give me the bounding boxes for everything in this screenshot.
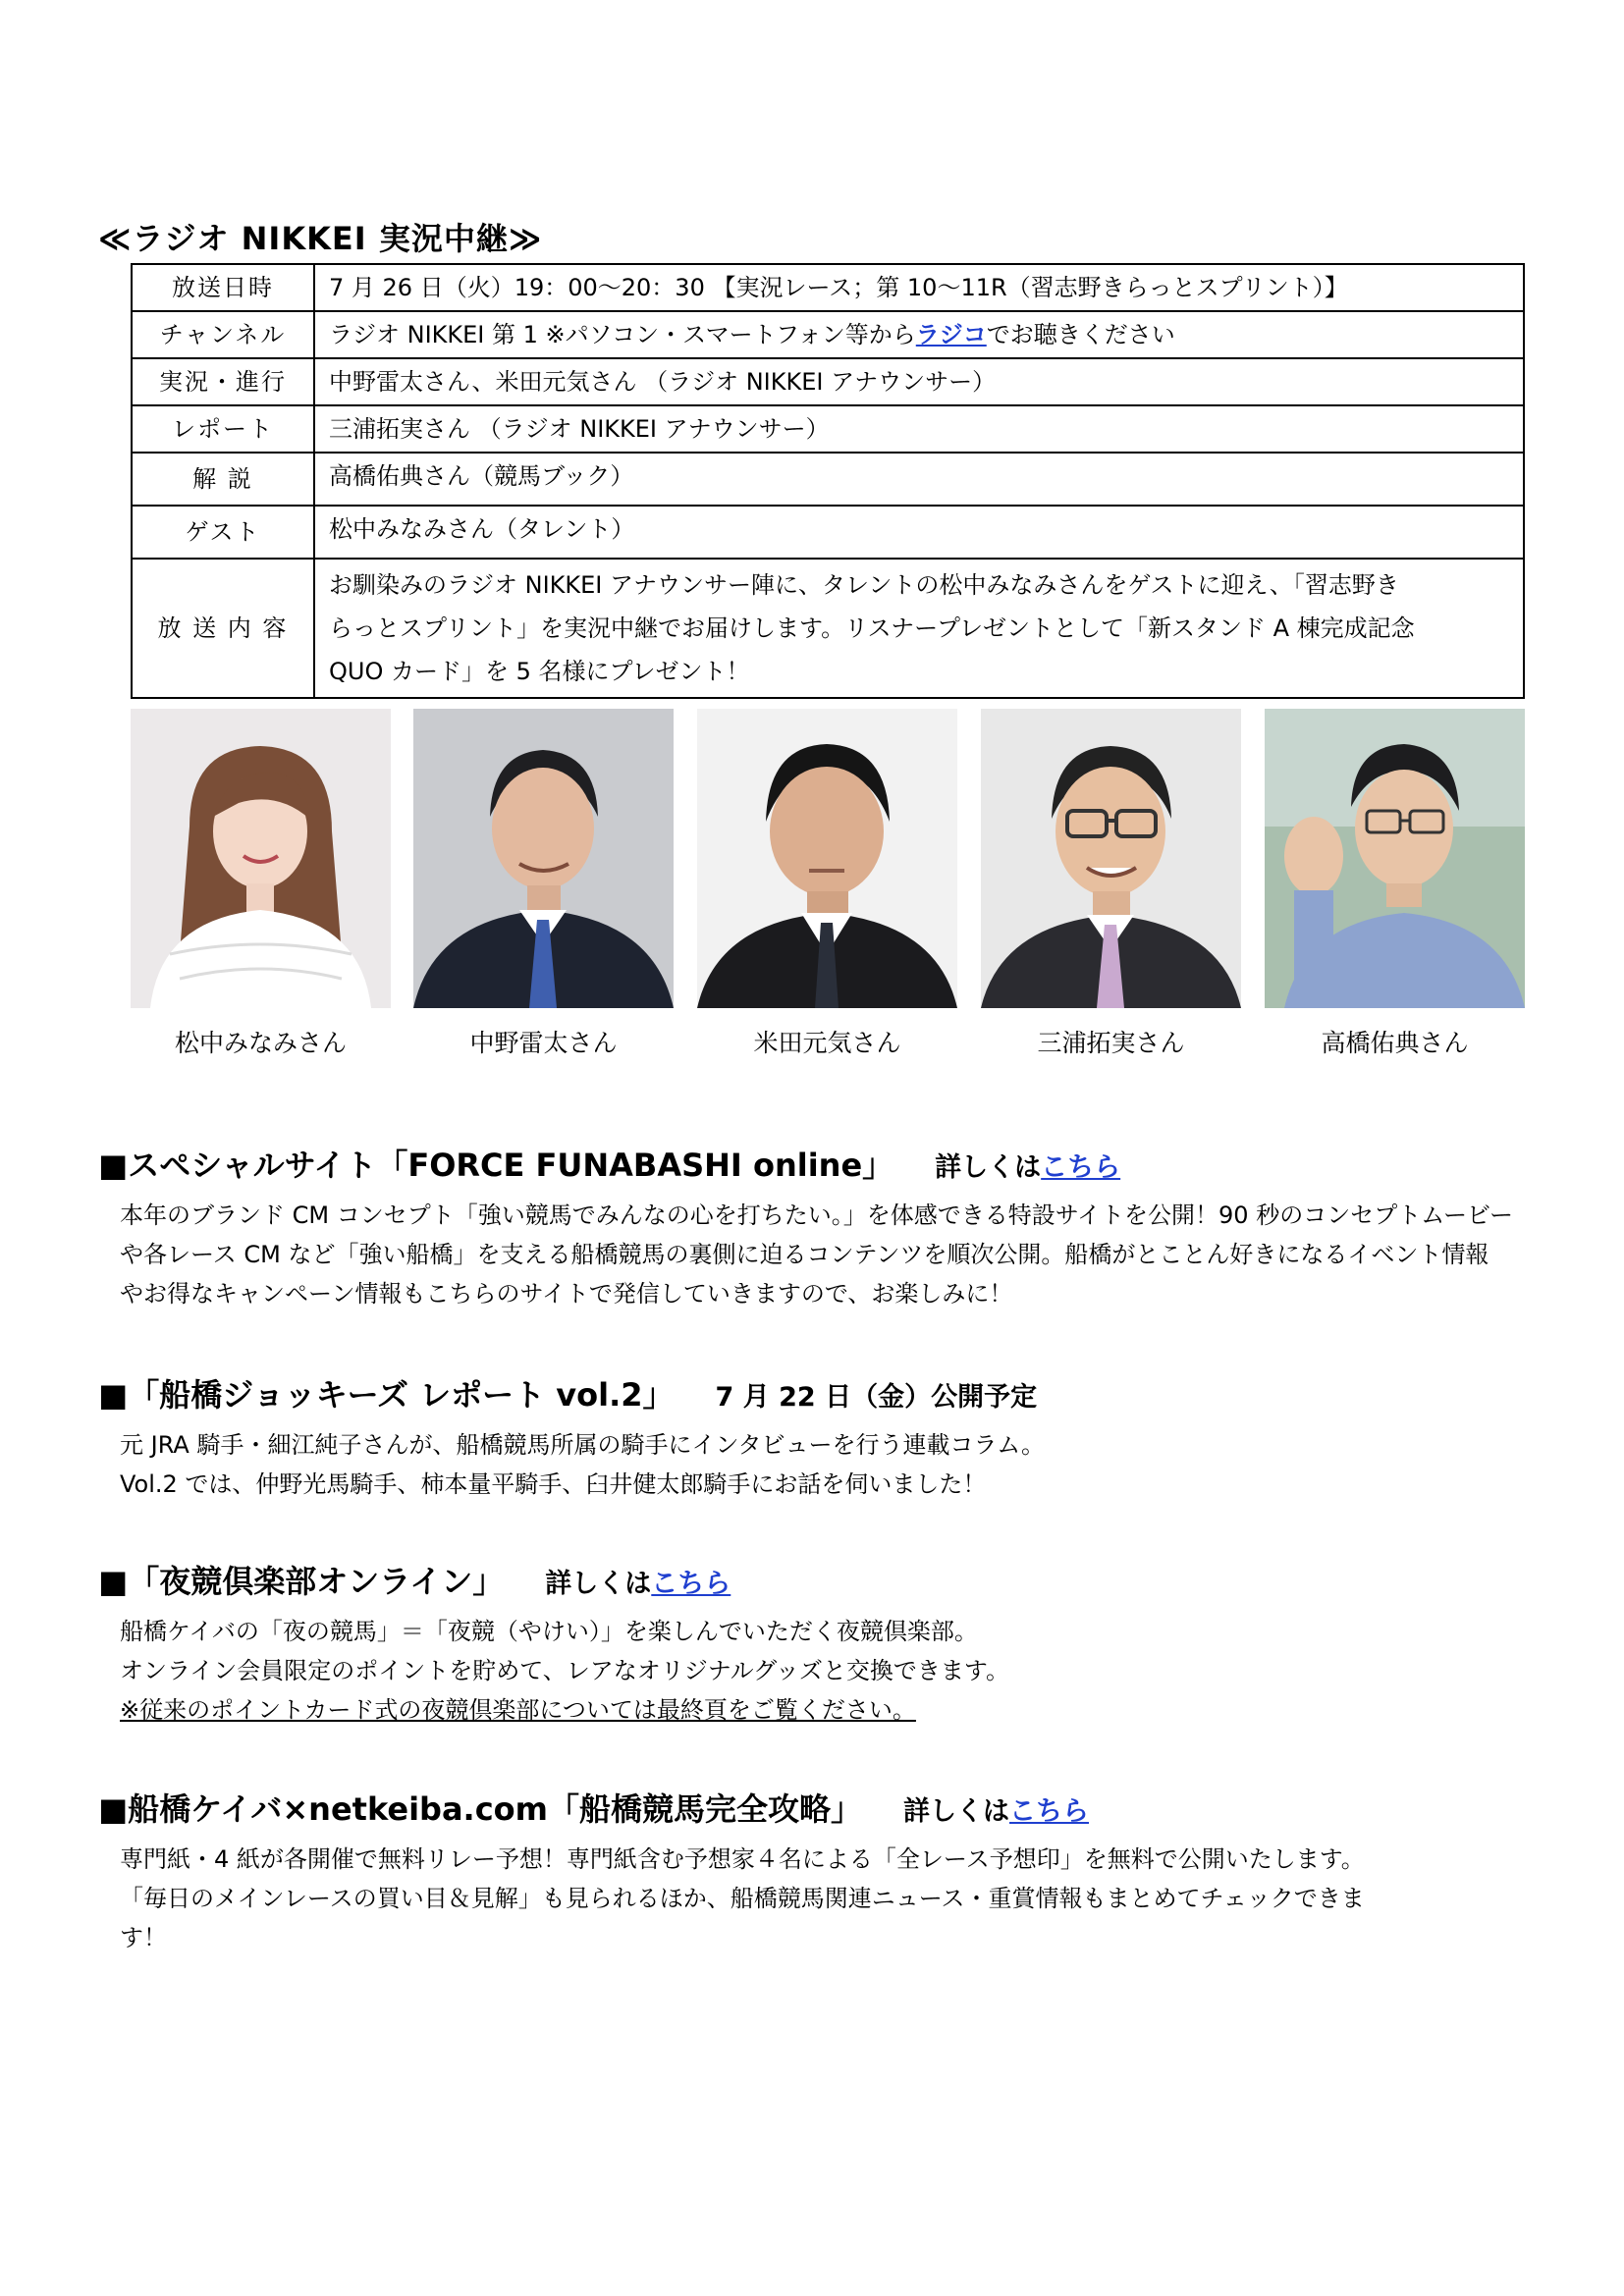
details-label: 詳しくは [935,1152,1042,1183]
broadcast-table [131,263,1525,699]
section-force-funabashi [98,1141,1571,1313]
portrait-photo [981,709,1241,1008]
section-title: ■船橋ケイバ×netkeiba.com「船橋競馬完全攻略」 [98,1790,862,1828]
person-card [413,709,674,1059]
row-value-channel [314,311,1524,358]
person-name: 中野雷太さん [469,1029,618,1057]
section-heading [98,1785,1571,1830]
section-title: ■スペシャルサイト「FORCE FUNABASHI online」 [98,1147,894,1184]
section-body [120,1425,1571,1504]
row-label-channel: チャンネル [132,311,314,358]
table-row [132,559,1524,698]
table-row [132,358,1524,405]
section-sub [903,1796,1089,1827]
row-label-report: レポート [132,405,314,453]
body-line: やお得なキャンペーン情報もこちらのサイトで発信していきますので、お楽しみに！ [120,1280,1013,1308]
person-name: 米田元気さん [753,1029,901,1057]
details-link[interactable]: こちら [1009,1796,1089,1827]
table-row [132,506,1524,559]
photo-row [131,709,1525,1057]
row-value-airtime: 7 月 26 日（火）19：00～20：30 【実況レース；第 10～11R（習志野きらっとスプリント）】 [314,264,1524,311]
details-link[interactable]: こちら [1041,1152,1121,1183]
table-row [132,405,1524,453]
section-jockeys-report [98,1370,1571,1504]
section-heading [98,1557,1571,1602]
section-heading [98,1370,1571,1415]
channel-prefix: ラジオ NIKKEI 第 1 ※パソコン・スマートフォン等から [329,321,916,348]
details-label: 詳しくは [545,1569,652,1599]
body-line: や各レース CM など「強い船橋」を支える船橋競馬の裏側に迫るコンテンツを順次公開。船橋がとことん好きになるイベント情報 [120,1241,1489,1268]
row-value-content [314,559,1524,698]
channel-suffix: でお聴きください [986,321,1175,348]
table-row [132,264,1524,311]
row-value-report: 三浦拓実さん （ラジオ NIKKEI アナウンサー） [314,405,1524,453]
table-row [132,453,1524,506]
section-body [120,1840,1571,1957]
content-line: QUO カード」を 5 名様にプレゼント！ [329,658,750,685]
person-card [1265,709,1525,1059]
body-line: オンライン会員限定のポイントを貯めて、レアなオリジナルグッズと交換できます。 [120,1657,1009,1684]
body-note: ※従来のポイントカード式の夜競倶楽部については最終頁をご覧ください。 [120,1696,916,1724]
details-link[interactable]: こちら [651,1569,731,1599]
person-name: 松中みなみさん [174,1029,347,1057]
section-netkeiba [98,1785,1571,1957]
person-name: 高橋佑典さん [1321,1029,1469,1057]
body-line: す！ [120,1924,167,1951]
row-value-analysis: 高橋佑典さん（競馬ブック） [314,453,1524,506]
body-line: Vol.2 では、仲野光馬騎手、柿本量平騎手、臼井健太郎騎手にお話を伺いました！ [120,1470,987,1498]
section-title: ■「夜競倶楽部オンライン」 [98,1563,505,1600]
row-label-analysis: 解 説 [132,453,314,506]
details-label: 詳しくは [903,1796,1009,1827]
row-label-guest: ゲスト [132,506,314,559]
person-card [131,709,391,1059]
body-line: 「毎日のメインレースの買い目＆見解」も見られるほか、船橋競馬関連ニュース・重賞情報もまとめてチェックできま [120,1885,1365,1912]
table-row [132,311,1524,358]
section-yakei-club [98,1557,1571,1730]
radiko-link[interactable]: ラジコ [915,321,987,348]
row-value-commentary: 中野雷太さん、米田元気さん （ラジオ NIKKEI アナウンサー） [314,358,1524,405]
section-heading [98,1141,1571,1186]
content-line: お馴染みのラジオ NIKKEI アナウンサー陣に、タレントの松中みなみさんをゲストに迎え、「習志野き [329,571,1399,599]
person-card [981,709,1241,1059]
portrait-photo [131,709,391,1008]
broadcast-title: ≪ラジオ NIKKEI 実況中継≫ [98,220,543,257]
portrait-photo [697,709,957,1008]
section-body [120,1612,1571,1730]
portrait-photo [413,709,674,1008]
section-sub [545,1569,731,1599]
section-body [120,1196,1571,1313]
row-label-content: 放 送 内 容 [132,559,314,698]
body-line: 元 JRA 騎手・細江純子さんが、船橋競馬所属の騎手にインタビューを行う連載コラム。 [120,1431,1045,1459]
row-label-commentary: 実況・進行 [132,358,314,405]
row-value-guest: 松中みなみさん（タレント） [314,506,1524,559]
section-title: ■「船橋ジョッキーズ レポート vol.2」 [98,1376,675,1414]
content-line: らっとスプリント」を実況中継でお届けします。リスナープレゼントとして「新スタンド A 棟完成記念 [329,614,1415,642]
body-line: 専門紙・4 紙が各開催で無料リレー予想！専門紙含む予想家４名による「全レース予想印」を無料で公開いたします。 [120,1845,1365,1873]
person-card [697,709,957,1059]
portrait-photo [1265,709,1525,1008]
release-date: 7 月 22 日（金）公開予定 [715,1382,1038,1413]
body-line: 船橋ケイバの「夜の競馬」＝「夜競（やけい）」を楽しんでいただく夜競倶楽部。 [120,1618,978,1645]
row-label-airtime: 放送日時 [132,264,314,311]
body-line: 本年のブランド CM コンセプト「強い競馬でみんなの心を打ちたい。」を体感できる特設サイトを公開！90 秒のコンセプトムービー [120,1201,1514,1229]
section-sub [935,1152,1120,1183]
person-name: 三浦拓実さん [1037,1029,1185,1057]
